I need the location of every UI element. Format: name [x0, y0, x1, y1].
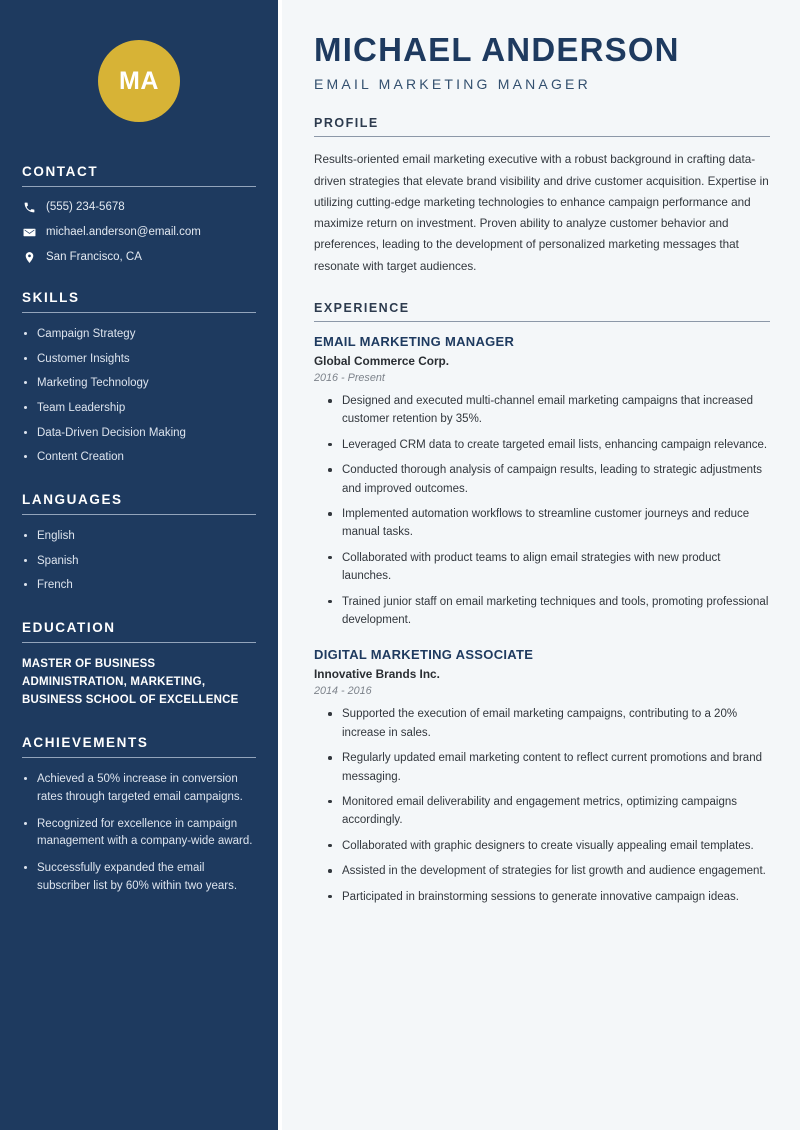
- list-item: Recognized for excellence in campaign management with a company-wide award.: [22, 816, 256, 851]
- list-item: Supported the execution of email marketing campaigns, contributing to a 20% increase in sales.: [328, 705, 770, 742]
- experience-dates: 2014 - 2016: [314, 685, 372, 698]
- experience-dates: 2016 - Present: [314, 372, 385, 385]
- contact-location-value: San Francisco, CA: [46, 251, 142, 263]
- list-item: Content Creation: [22, 449, 256, 466]
- languages-divider: [22, 514, 256, 515]
- list-item: Campaign Strategy: [22, 326, 256, 343]
- languages-section: [22, 492, 256, 594]
- contact-email-value: michael.anderson@email.com: [46, 226, 201, 238]
- skills-section: [22, 290, 256, 466]
- experience-company: Global Commerce Corp.: [314, 354, 450, 369]
- languages-heading: LANGUAGES: [22, 492, 123, 508]
- list-item: English: [22, 528, 256, 545]
- profile-text: Results-oriented email marketing executive with a robust background in crafting data-driven strategies that elevate brand visibility and drive customer acquisition. Expertise in utilizing cutting-edge marketing technologies to enhance campaign performance and maximize return on investment. Proven ability to analyze customer behavior and preferences, leading to the development of personalized marketing messages that resonate with target audiences.: [314, 153, 769, 273]
- contact-heading: CONTACT: [22, 164, 99, 179]
- avatar: MA: [98, 40, 180, 122]
- education-entry: MASTER OF BUSINESS ADMINISTRATION, MARKETING, BUSINESS SCHOOL OF EXCELLENCE: [22, 658, 239, 706]
- achievements-list: [22, 771, 256, 895]
- experience-company: Innovative Brands Inc.: [314, 667, 440, 682]
- experience-job-title: EMAIL MARKETING MANAGER: [314, 334, 515, 350]
- list-item: Collaborated with product teams to align email strategies with new product launches.: [328, 549, 770, 586]
- education-section: [22, 620, 256, 709]
- achievements-heading: ACHIEVEMENTS: [22, 735, 149, 751]
- list-item: Leveraged CRM data to create targeted email lists, enhancing campaign relevance.: [328, 436, 770, 454]
- list-item: French: [22, 577, 256, 594]
- experience-job-title: DIGITAL MARKETING ASSOCIATE: [314, 647, 534, 663]
- skills-heading: SKILLS: [22, 290, 80, 305]
- envelope-icon: [22, 225, 36, 239]
- list-item: Regularly updated email marketing content to reflect current promotions and brand messaging.: [328, 749, 770, 786]
- education-heading: EDUCATION: [22, 620, 116, 636]
- achievements-section: [22, 735, 256, 895]
- list-item: Marketing Technology: [22, 375, 256, 392]
- contact-divider: [22, 186, 256, 187]
- list-item: Assisted in the development of strategies for list growth and audience engagement.: [328, 862, 770, 880]
- list-item: Achieved a 50% increase in conversion rates through targeted email campaigns.: [22, 771, 256, 806]
- experience-entry: [314, 334, 770, 629]
- list-item: Team Leadership: [22, 400, 256, 417]
- contact-item-email[interactable]: [22, 225, 256, 239]
- phone-icon: [22, 200, 36, 214]
- experience-entry: [314, 647, 770, 906]
- experience-bullet-list: [314, 392, 770, 629]
- contact-item-phone[interactable]: [22, 200, 256, 214]
- list-item: Implemented automation workflows to streamline customer journeys and reduce manual tasks.: [328, 505, 770, 542]
- list-item: Monitored email deliverability and engagement metrics, optimizing campaigns accordingly.: [328, 793, 770, 830]
- education-divider: [22, 642, 256, 643]
- profile-divider: [314, 136, 770, 137]
- profile-heading: PROFILE: [314, 116, 379, 131]
- achievements-divider: [22, 757, 256, 758]
- experience-heading: EXPERIENCE: [314, 301, 410, 316]
- skills-list: [22, 326, 256, 466]
- contact-item-location[interactable]: [22, 250, 256, 264]
- experience-section: [314, 301, 770, 906]
- sidebar: [0, 0, 278, 1130]
- list-item: Customer Insights: [22, 351, 256, 368]
- job-role-subtitle: EMAIL MARKETING MANAGER: [314, 76, 591, 93]
- list-item: Designed and executed multi-channel email marketing campaigns that increased customer retention by 35%.: [328, 392, 770, 429]
- skills-divider: [22, 312, 256, 313]
- main-content: [278, 0, 800, 1130]
- languages-list: [22, 528, 256, 594]
- list-item: Data-Driven Decision Making: [22, 425, 256, 442]
- page-title: MICHAEL ANDERSON: [314, 31, 680, 68]
- list-item: Conducted thorough analysis of campaign results, leading to strategic adjustments and improved outcomes.: [328, 461, 770, 498]
- list-item: Spanish: [22, 553, 256, 570]
- list-item: Participated in brainstorming sessions to generate innovative campaign ideas.: [328, 888, 770, 906]
- contact-phone-value: (555) 234-5678: [46, 201, 125, 213]
- experience-divider: [314, 321, 770, 322]
- list-item: Successfully expanded the email subscriber list by 60% within two years.: [22, 860, 256, 895]
- list-item: Collaborated with graphic designers to create visually appealing email templates.: [328, 837, 770, 855]
- contact-section: [22, 164, 256, 264]
- avatar-container: [22, 0, 256, 164]
- experience-bullet-list: [314, 705, 770, 906]
- location-pin-icon: [22, 250, 36, 264]
- list-item: Trained junior staff on email marketing techniques and tools, promoting professional development.: [328, 593, 770, 630]
- profile-section: [314, 116, 770, 277]
